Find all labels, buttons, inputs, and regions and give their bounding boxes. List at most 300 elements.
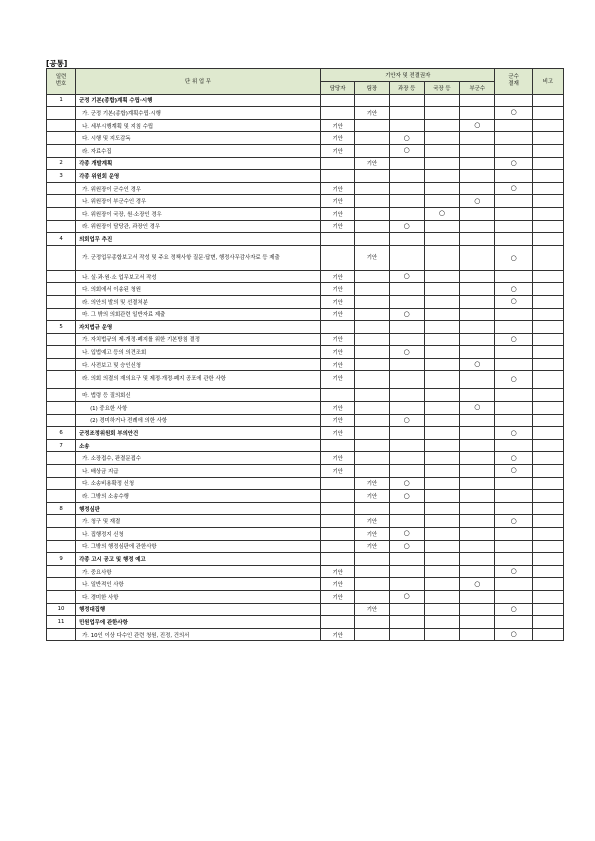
cell-deputy-mayor bbox=[460, 308, 495, 321]
row-number bbox=[47, 371, 76, 389]
cell-director bbox=[424, 590, 459, 603]
cell-mayor-approval: ○ bbox=[495, 371, 532, 389]
cell-section-chief bbox=[389, 358, 424, 371]
table-row bbox=[47, 452, 564, 465]
row-task: 다. 사전보고 및 승인신청 bbox=[76, 358, 321, 371]
cell-note bbox=[532, 107, 563, 120]
cell-team-leader bbox=[355, 321, 389, 334]
row-number: 4 bbox=[47, 233, 76, 246]
cell-staff: 기안 bbox=[321, 414, 355, 427]
cell-note bbox=[532, 528, 563, 541]
cell-staff: 기안 bbox=[321, 427, 355, 440]
cell-deputy-mayor bbox=[460, 207, 495, 220]
cell-team-leader bbox=[355, 346, 389, 359]
cell-deputy-mayor bbox=[460, 465, 495, 478]
cell-section-chief bbox=[389, 628, 424, 641]
cell-staff: 기안 bbox=[321, 270, 355, 283]
row-task: 의회업무 추진 bbox=[76, 233, 321, 246]
cell-director bbox=[424, 452, 459, 465]
table-row bbox=[47, 389, 564, 402]
cell-team-leader bbox=[355, 590, 389, 603]
row-number bbox=[47, 490, 76, 503]
row-task: 가. 군정업무종합보고서 작성 및 주요 정책사항 질문·답변, 행정사무감사자료 등 제출 bbox=[76, 245, 321, 270]
row-task: 행정대집행 bbox=[76, 603, 321, 616]
row-number: 2 bbox=[47, 157, 76, 170]
row-task: 각종 위원회 운영 bbox=[76, 170, 321, 183]
table-row bbox=[47, 565, 564, 578]
cell-staff: 기안 bbox=[321, 452, 355, 465]
cell-director bbox=[424, 358, 459, 371]
cell-team-leader bbox=[355, 358, 389, 371]
table-row bbox=[47, 233, 564, 246]
cell-deputy-mayor bbox=[460, 540, 495, 553]
row-number bbox=[47, 195, 76, 208]
table-row bbox=[47, 157, 564, 170]
cell-note bbox=[532, 170, 563, 183]
row-task: 마. 법령 등 질의회신 bbox=[76, 389, 321, 402]
row-number: 9 bbox=[47, 553, 76, 566]
table-row bbox=[47, 333, 564, 346]
cell-director: ○ bbox=[424, 207, 459, 220]
row-task: 다. 시행 및 지도감독 bbox=[76, 132, 321, 145]
row-task: 각종 개발계획 bbox=[76, 157, 321, 170]
cell-director bbox=[424, 553, 459, 566]
cell-mayor-approval bbox=[495, 402, 532, 415]
cell-director bbox=[424, 220, 459, 233]
row-number bbox=[47, 333, 76, 346]
cell-section-chief: ○ bbox=[389, 220, 424, 233]
cell-mayor-approval bbox=[495, 195, 532, 208]
cell-section-chief bbox=[389, 321, 424, 334]
cell-note bbox=[532, 94, 563, 107]
cell-team-leader: 기안 bbox=[355, 107, 389, 120]
cell-staff: 기안 bbox=[321, 402, 355, 415]
table-row bbox=[47, 616, 564, 629]
cell-staff bbox=[321, 439, 355, 452]
row-task: 나. 일반적인 사항 bbox=[76, 578, 321, 591]
cell-staff bbox=[321, 616, 355, 629]
cell-note bbox=[532, 220, 563, 233]
cell-director bbox=[424, 371, 459, 389]
table-row bbox=[47, 207, 564, 220]
cell-deputy-mayor bbox=[460, 528, 495, 541]
cell-note bbox=[532, 321, 563, 334]
row-number bbox=[47, 402, 76, 415]
cell-mayor-approval bbox=[495, 553, 532, 566]
cell-deputy-mayor bbox=[460, 170, 495, 183]
cell-director bbox=[424, 502, 459, 515]
row-task: (2) 경미하거나 전례에 의한 사항 bbox=[76, 414, 321, 427]
cell-mayor-approval bbox=[495, 358, 532, 371]
cell-director bbox=[424, 346, 459, 359]
cell-deputy-mayor: ○ bbox=[460, 119, 495, 132]
cell-staff: 기안 bbox=[321, 358, 355, 371]
header-col-team-leader: 팀장 bbox=[355, 82, 389, 95]
cell-section-chief: ○ bbox=[389, 270, 424, 283]
cell-note bbox=[532, 553, 563, 566]
cell-staff: 기안 bbox=[321, 628, 355, 641]
cell-team-leader bbox=[355, 402, 389, 415]
row-task: 나. 세부시행계획 및 지침 수립 bbox=[76, 119, 321, 132]
cell-mayor-approval bbox=[495, 207, 532, 220]
row-task: 자치법규 운영 bbox=[76, 321, 321, 334]
row-task: 마. 그 밖의 의회관련 일반자료 제출 bbox=[76, 308, 321, 321]
cell-director bbox=[424, 295, 459, 308]
cell-deputy-mayor bbox=[460, 157, 495, 170]
row-number bbox=[47, 245, 76, 270]
cell-note bbox=[532, 144, 563, 157]
row-task: 나. 입법예고 등의 의견조회 bbox=[76, 346, 321, 359]
cell-director bbox=[424, 333, 459, 346]
cell-deputy-mayor bbox=[460, 616, 495, 629]
row-number bbox=[47, 389, 76, 402]
row-task: 나. 실·과·원·소 업무보고서 작성 bbox=[76, 270, 321, 283]
cell-staff bbox=[321, 515, 355, 528]
cell-team-leader: 기안 bbox=[355, 245, 389, 270]
cell-mayor-approval: ○ bbox=[495, 603, 532, 616]
cell-note bbox=[532, 295, 563, 308]
row-number: 5 bbox=[47, 321, 76, 334]
cell-mayor-approval: ○ bbox=[495, 452, 532, 465]
cell-director bbox=[424, 565, 459, 578]
cell-staff: 기안 bbox=[321, 346, 355, 359]
row-task: 나. 집행정지 신청 bbox=[76, 528, 321, 541]
cell-team-leader bbox=[355, 389, 389, 402]
cell-director bbox=[424, 195, 459, 208]
cell-note bbox=[532, 616, 563, 629]
cell-deputy-mayor bbox=[460, 321, 495, 334]
row-number bbox=[47, 270, 76, 283]
row-task: 가. 중요사항 bbox=[76, 565, 321, 578]
row-task: 군정조정위원회 부의안건 bbox=[76, 427, 321, 440]
cell-staff bbox=[321, 321, 355, 334]
cell-staff bbox=[321, 107, 355, 120]
cell-director bbox=[424, 477, 459, 490]
cell-deputy-mayor bbox=[460, 371, 495, 389]
row-number bbox=[47, 477, 76, 490]
cell-deputy-mayor bbox=[460, 245, 495, 270]
table-row bbox=[47, 195, 564, 208]
cell-team-leader bbox=[355, 333, 389, 346]
cell-team-leader bbox=[355, 308, 389, 321]
row-number: 8 bbox=[47, 502, 76, 515]
cell-note bbox=[532, 333, 563, 346]
cell-team-leader bbox=[355, 452, 389, 465]
cell-note bbox=[532, 439, 563, 452]
row-task: 라. 의회 의결의 재의요구 및 제정·개정·폐지 공포에 관한 사항 bbox=[76, 371, 321, 389]
cell-mayor-approval: ○ bbox=[495, 628, 532, 641]
cell-mayor-approval bbox=[495, 132, 532, 145]
header-col-section-chief: 과장 등 bbox=[389, 82, 424, 95]
cell-staff: 기안 bbox=[321, 207, 355, 220]
cell-mayor-approval: ○ bbox=[495, 465, 532, 478]
cell-staff: 기안 bbox=[321, 565, 355, 578]
cell-director bbox=[424, 170, 459, 183]
cell-deputy-mayor bbox=[460, 515, 495, 528]
cell-section-chief bbox=[389, 233, 424, 246]
cell-staff bbox=[321, 170, 355, 183]
cell-mayor-approval bbox=[495, 170, 532, 183]
cell-deputy-mayor: ○ bbox=[460, 578, 495, 591]
cell-mayor-approval: ○ bbox=[495, 295, 532, 308]
table-row bbox=[47, 465, 564, 478]
section-title: [공통] bbox=[46, 59, 68, 68]
cell-note bbox=[532, 540, 563, 553]
cell-team-leader bbox=[355, 283, 389, 296]
cell-section-chief bbox=[389, 578, 424, 591]
cell-section-chief: ○ bbox=[389, 132, 424, 145]
cell-director bbox=[424, 144, 459, 157]
table-row bbox=[47, 119, 564, 132]
row-task: 가. 10인 이상 다수인 관련 청원, 진정, 건의서 bbox=[76, 628, 321, 641]
row-number bbox=[47, 565, 76, 578]
cell-team-leader bbox=[355, 233, 389, 246]
cell-deputy-mayor bbox=[460, 628, 495, 641]
cell-note bbox=[532, 515, 563, 528]
header-col-director: 국장 등 bbox=[424, 82, 459, 95]
cell-section-chief bbox=[389, 603, 424, 616]
cell-staff bbox=[321, 245, 355, 270]
table-row bbox=[47, 515, 564, 528]
cell-note bbox=[532, 346, 563, 359]
row-number bbox=[47, 358, 76, 371]
row-number: 7 bbox=[47, 439, 76, 452]
cell-note bbox=[532, 207, 563, 220]
row-task: 가. 소장접수, 판결문접수 bbox=[76, 452, 321, 465]
row-number bbox=[47, 414, 76, 427]
cell-mayor-approval: ○ bbox=[495, 515, 532, 528]
cell-director bbox=[424, 540, 459, 553]
cell-mayor-approval bbox=[495, 389, 532, 402]
row-number bbox=[47, 540, 76, 553]
row-task: 민원업무에 관한사항 bbox=[76, 616, 321, 629]
table-row bbox=[47, 245, 564, 270]
cell-mayor-approval bbox=[495, 490, 532, 503]
cell-director bbox=[424, 270, 459, 283]
cell-staff bbox=[321, 477, 355, 490]
row-task: 가. 자치법규의 제·개정·폐지를 위한 기본방침 결정 bbox=[76, 333, 321, 346]
cell-staff: 기안 bbox=[321, 144, 355, 157]
row-task: 다. 소송비용확정 신청 bbox=[76, 477, 321, 490]
header-mayor-approval: 군수 결재 bbox=[495, 69, 532, 95]
cell-team-leader bbox=[355, 170, 389, 183]
cell-section-chief bbox=[389, 465, 424, 478]
cell-note bbox=[532, 182, 563, 195]
cell-staff bbox=[321, 528, 355, 541]
cell-section-chief bbox=[389, 94, 424, 107]
table-row bbox=[47, 107, 564, 120]
cell-deputy-mayor bbox=[460, 233, 495, 246]
cell-director bbox=[424, 233, 459, 246]
table-row bbox=[47, 94, 564, 107]
table-row bbox=[47, 578, 564, 591]
cell-section-chief bbox=[389, 616, 424, 629]
cell-note bbox=[532, 195, 563, 208]
cell-deputy-mayor bbox=[460, 502, 495, 515]
cell-team-leader bbox=[355, 371, 389, 389]
cell-deputy-mayor: ○ bbox=[460, 402, 495, 415]
cell-mayor-approval bbox=[495, 94, 532, 107]
cell-mayor-approval: ○ bbox=[495, 283, 532, 296]
cell-section-chief bbox=[389, 565, 424, 578]
cell-note bbox=[532, 452, 563, 465]
cell-team-leader bbox=[355, 616, 389, 629]
cell-note bbox=[532, 233, 563, 246]
cell-mayor-approval bbox=[495, 144, 532, 157]
cell-deputy-mayor bbox=[460, 414, 495, 427]
cell-deputy-mayor: ○ bbox=[460, 358, 495, 371]
cell-mayor-approval bbox=[495, 119, 532, 132]
cell-deputy-mayor bbox=[460, 107, 495, 120]
cell-director bbox=[424, 308, 459, 321]
row-number bbox=[47, 295, 76, 308]
row-number bbox=[47, 346, 76, 359]
cell-section-chief bbox=[389, 207, 424, 220]
cell-staff: 기안 bbox=[321, 182, 355, 195]
cell-director bbox=[424, 402, 459, 415]
cell-team-leader bbox=[355, 295, 389, 308]
cell-director bbox=[424, 414, 459, 427]
cell-director bbox=[424, 132, 459, 145]
cell-deputy-mayor bbox=[460, 452, 495, 465]
cell-section-chief bbox=[389, 295, 424, 308]
cell-section-chief: ○ bbox=[389, 346, 424, 359]
cell-team-leader: 기안 bbox=[355, 157, 389, 170]
cell-staff: 기안 bbox=[321, 295, 355, 308]
cell-team-leader: 기안 bbox=[355, 490, 389, 503]
cell-director bbox=[424, 119, 459, 132]
row-number bbox=[47, 107, 76, 120]
cell-section-chief bbox=[389, 402, 424, 415]
cell-director bbox=[424, 490, 459, 503]
row-task: 라. 자료수집 bbox=[76, 144, 321, 157]
cell-director bbox=[424, 515, 459, 528]
cell-section-chief bbox=[389, 389, 424, 402]
cell-team-leader: 기안 bbox=[355, 540, 389, 553]
cell-note bbox=[532, 565, 563, 578]
cell-team-leader bbox=[355, 119, 389, 132]
cell-team-leader: 기안 bbox=[355, 477, 389, 490]
table-row bbox=[47, 439, 564, 452]
cell-mayor-approval: ○ bbox=[495, 182, 532, 195]
row-number: 11 bbox=[47, 616, 76, 629]
cell-section-chief bbox=[389, 502, 424, 515]
table-row bbox=[47, 402, 564, 415]
table-row bbox=[47, 132, 564, 145]
row-task: 나. 위원장이 부군수인 경우 bbox=[76, 195, 321, 208]
cell-staff: 기안 bbox=[321, 220, 355, 233]
cell-note bbox=[532, 628, 563, 641]
cell-staff bbox=[321, 553, 355, 566]
cell-note bbox=[532, 578, 563, 591]
cell-mayor-approval bbox=[495, 477, 532, 490]
cell-section-chief: ○ bbox=[389, 414, 424, 427]
cell-director bbox=[424, 182, 459, 195]
row-number bbox=[47, 119, 76, 132]
cell-deputy-mayor bbox=[460, 346, 495, 359]
cell-mayor-approval bbox=[495, 270, 532, 283]
cell-team-leader bbox=[355, 414, 389, 427]
cell-section-chief bbox=[389, 107, 424, 120]
cell-note bbox=[532, 283, 563, 296]
header-task: 단 위 업 무 bbox=[76, 69, 321, 95]
cell-staff: 기안 bbox=[321, 578, 355, 591]
cell-note bbox=[532, 132, 563, 145]
table-row bbox=[47, 144, 564, 157]
cell-team-leader bbox=[355, 565, 389, 578]
cell-team-leader bbox=[355, 578, 389, 591]
cell-director bbox=[424, 465, 459, 478]
row-number bbox=[47, 515, 76, 528]
row-number bbox=[47, 144, 76, 157]
cell-note bbox=[532, 389, 563, 402]
cell-director bbox=[424, 245, 459, 270]
cell-note bbox=[532, 157, 563, 170]
cell-note bbox=[532, 414, 563, 427]
table-row bbox=[47, 220, 564, 233]
cell-mayor-approval bbox=[495, 502, 532, 515]
row-number bbox=[47, 628, 76, 641]
cell-section-chief: ○ bbox=[389, 590, 424, 603]
cell-mayor-approval: ○ bbox=[495, 245, 532, 270]
cell-deputy-mayor bbox=[460, 427, 495, 440]
cell-mayor-approval bbox=[495, 439, 532, 452]
cell-director bbox=[424, 107, 459, 120]
table-row bbox=[47, 502, 564, 515]
cell-director bbox=[424, 389, 459, 402]
cell-mayor-approval bbox=[495, 308, 532, 321]
cell-section-chief bbox=[389, 439, 424, 452]
cell-deputy-mayor bbox=[460, 295, 495, 308]
header-no: 일련 번호 bbox=[47, 69, 76, 95]
cell-staff bbox=[321, 94, 355, 107]
row-number bbox=[47, 452, 76, 465]
cell-note bbox=[532, 477, 563, 490]
row-task: 행정심판 bbox=[76, 502, 321, 515]
row-number bbox=[47, 308, 76, 321]
row-task: 소송 bbox=[76, 439, 321, 452]
row-task: 다. 의회에서 이송된 청원 bbox=[76, 283, 321, 296]
table-row bbox=[47, 477, 564, 490]
cell-deputy-mayor bbox=[460, 220, 495, 233]
cell-section-chief bbox=[389, 119, 424, 132]
cell-mayor-approval: ○ bbox=[495, 107, 532, 120]
cell-staff bbox=[321, 490, 355, 503]
cell-mayor-approval bbox=[495, 590, 532, 603]
cell-staff: 기안 bbox=[321, 195, 355, 208]
cell-team-leader bbox=[355, 465, 389, 478]
cell-section-chief bbox=[389, 170, 424, 183]
table-row bbox=[47, 321, 564, 334]
cell-deputy-mayor bbox=[460, 270, 495, 283]
row-task: 각종 고시 공고 및 행정 예고 bbox=[76, 553, 321, 566]
cell-section-chief bbox=[389, 452, 424, 465]
cell-mayor-approval bbox=[495, 540, 532, 553]
table-row bbox=[47, 283, 564, 296]
cell-mayor-approval: ○ bbox=[495, 565, 532, 578]
cell-mayor-approval bbox=[495, 233, 532, 246]
table-row bbox=[47, 528, 564, 541]
cell-team-leader bbox=[355, 182, 389, 195]
cell-team-leader bbox=[355, 207, 389, 220]
row-number bbox=[47, 220, 76, 233]
cell-director bbox=[424, 603, 459, 616]
row-number bbox=[47, 132, 76, 145]
row-number bbox=[47, 465, 76, 478]
table-row bbox=[47, 182, 564, 195]
cell-section-chief: ○ bbox=[389, 540, 424, 553]
row-task: 라. 의안의 발의 및 선결처분 bbox=[76, 295, 321, 308]
